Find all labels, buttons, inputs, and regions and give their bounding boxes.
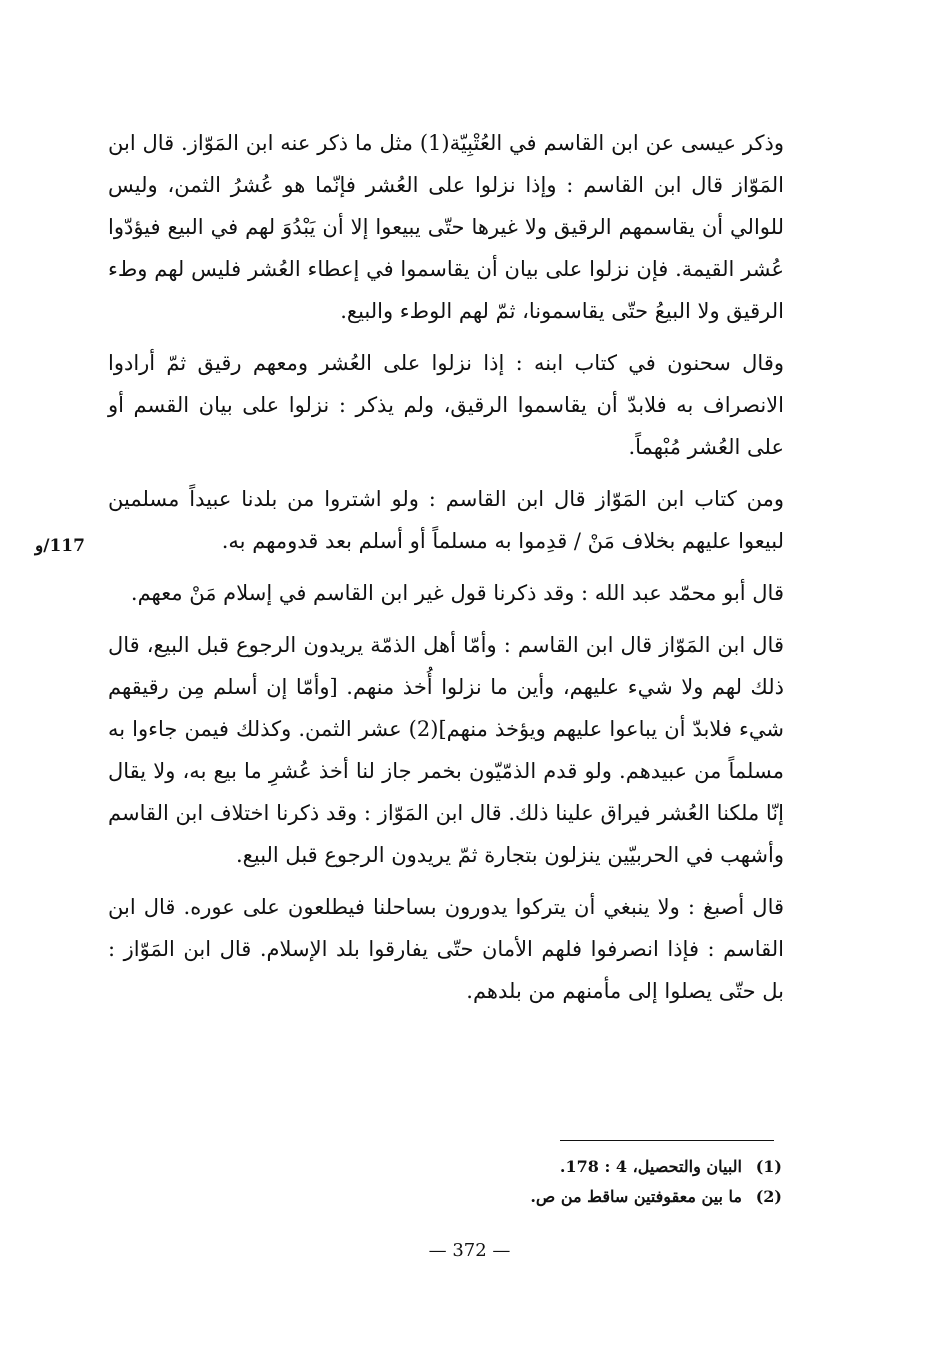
paragraph-4: قال أبو محمّد عبد الله : وقد ذكرنا قول غير ابن القاسم في إسلام مَنْ معهم.	[130, 581, 784, 605]
page-number: — 372 —	[428, 1240, 511, 1261]
main-text	[108, 122, 784, 1022]
footnotes	[420, 1152, 782, 1212]
footnote-divider	[560, 1140, 774, 1141]
footnote-number: (1)	[755, 1157, 782, 1176]
paragraph-5: قال ابن المَوّاز قال ابن القاسم : وأمّا أهل الذمّة يريدون الرجوع قبل البيع، قال ذلك لهم ولا شيء عليهم، وأين ما نزلوا أُخذ منهم. [وأمّا إن أسلم مِن رقيقهم شيء فلابدّ أن يباعوا عليهم ويؤخذ منهم](2) عشر الثمن. وكذلك فيمن جاءوا به مسلماً من عبيدهم. ولو قدم الذمّيّون بخمر جاز لنا أخذ عُشرِ ما بيع به، ولا يقال إنّا ملكنا العُشر فيراق علينا ذلك. قال ابن المَوّاز : وقد ذكرنا اختلاف ابن القاسم وأشهب في الحربيّين ينزلون بتجارة ثمّ يريدون الرجوع قبل البيع.	[108, 633, 785, 867]
footnote-text: البيان والتحصيل، 4 : 178.	[559, 1157, 742, 1176]
footnote-number: (2)	[755, 1187, 782, 1206]
manuscript-folio-marker: 117/و	[35, 536, 85, 556]
footnote-2	[420, 1182, 782, 1212]
paragraph-2: وقال سحنون في كتاب ابنه : إذا نزلوا على العُشر ومعهم رقيق ثمّ أرادوا الانصراف به فلابدّ أن يقاسموا الرقيق، ولم يذكر : نزلوا على بيان القسم أو على العُشر مُبْهماً.	[108, 351, 784, 459]
paragraph-6: قال أصبغ : ولا ينبغي أن يتركوا يدورون بساحلنا فيطلعون على عوره. قال ابن القاسم : فإذا انصرفوا فلهم الأمان حتّى يفارقوا بلد الإسلام. قال ابن المَوّاز : بل حتّى يصلوا إلى مأمنهم من بلدهم.	[108, 895, 785, 1003]
paragraph-3: ومن كتاب ابن المَوّاز قال ابن القاسم : ولو اشتروا من بلدنا عبيداً مسلمين لبيعوا عليهم بخلاف مَنْ / قدِموا به مسلماً أو أسلم بعد قدومهم به.	[108, 487, 784, 553]
footnote-1	[420, 1152, 782, 1182]
paragraph-1: وذكر عيسى عن ابن القاسم في العُتْبِيّة(1) مثل ما ذكر عنه ابن المَوّاز. قال ابن المَوّاز قال ابن القاسم : وإذا نزلوا على العُشر فإنّما هو عُشرُ الثمن، وليس للوالي أن يقاسمهم الرقيق ولا غيرها حتّى يبيعوا إلا أن يَبْدُوَ لهم في البيع فيؤدّوا عُشر القيمة. فإن نزلوا على بيان أن يقاسموا في إعطاء العُشر فليس لهم وطء الرقيق ولا البيعُ حتّى يقاسمونا، ثمّ لهم الوطء والبيع.	[108, 131, 784, 323]
footnote-text: ما بين معقوفتين ساقط من ص.	[530, 1187, 742, 1206]
